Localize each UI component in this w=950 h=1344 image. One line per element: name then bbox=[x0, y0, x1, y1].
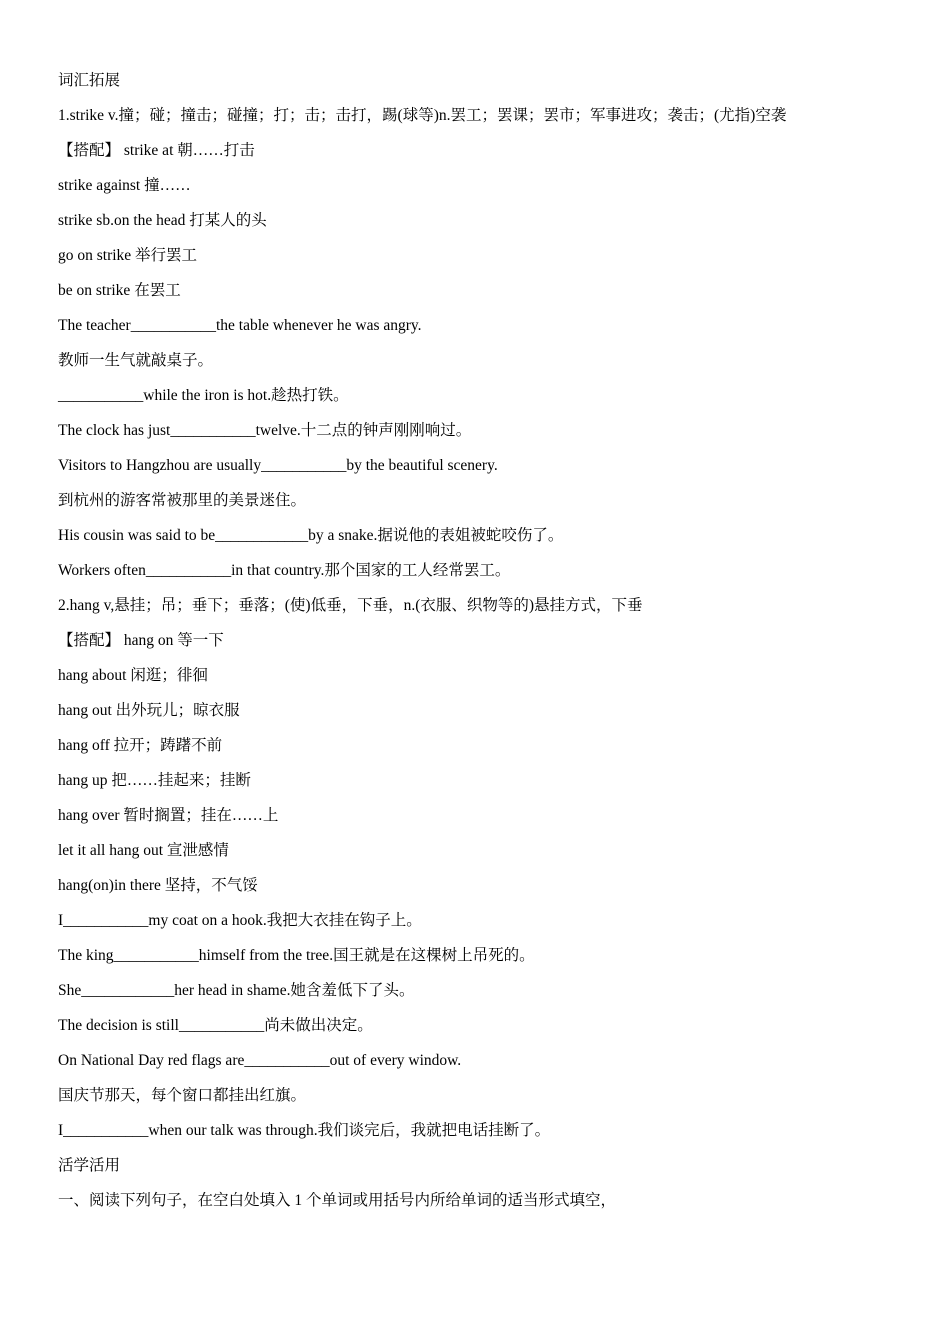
collocation-go-on-strike: go on strike 举行罢工 bbox=[58, 247, 198, 264]
exercise-sentence: The teacher___________the table whenever he was angry. bbox=[58, 317, 422, 334]
exercise-translation: 到杭州的游客常被那里的美景迷住。 bbox=[58, 492, 307, 509]
exercise-sentence: Workers often___________in that country.那个国家的工人经常罢工。 bbox=[58, 562, 511, 579]
collocation-strike-head: strike sb.on the head 打某人的头 bbox=[58, 212, 267, 229]
collocation-hang-on: 【搭配】 hang on 等一下 bbox=[58, 632, 224, 649]
collocation-strike-against: strike against 撞…… bbox=[58, 177, 191, 194]
collocation-hang-about: hang about 闲逛；徘徊 bbox=[58, 667, 208, 684]
exercise-sentence: The king___________himself from the tree.国王就是在这棵树上吊死的。 bbox=[58, 947, 535, 964]
collocation-hang-up: hang up 把……挂起来；挂断 bbox=[58, 772, 251, 789]
exercise-sentence: She____________her head in shame.她含羞低下了头。 bbox=[58, 982, 415, 999]
practice-instruction: 一、阅读下列句子，在空白处填入 1 个单词或用括号内所给单词的适当形式填空， bbox=[58, 1192, 617, 1209]
section-heading-vocabulary: 词汇拓展 bbox=[58, 72, 121, 89]
exercise-sentence: The clock has just___________twelve.十二点的钟声刚刚响过。 bbox=[58, 422, 472, 439]
collocation-strike-at: 【搭配】 strike at 朝……打击 bbox=[58, 142, 255, 159]
collocation-be-on-strike: be on strike 在罢工 bbox=[58, 282, 181, 299]
exercise-translation: 国庆节那天，每个窗口都挂出红旗。 bbox=[58, 1087, 307, 1104]
collocation-hang-off: hang off 拉开；踌躇不前 bbox=[58, 737, 223, 754]
entry-hang-definition: 2.hang v,悬挂；吊；垂下；垂落；(使)低垂，下垂，n.(衣服、织物等的)悬挂方式，下垂 bbox=[58, 597, 643, 614]
collocation-let-it-all-hang-out: let it all hang out 宣泄感情 bbox=[58, 842, 229, 859]
collocation-hang-over: hang over 暂时搁置；挂在……上 bbox=[58, 807, 279, 824]
section-heading-practice: 活学活用 bbox=[58, 1157, 121, 1174]
exercise-sentence: I___________my coat on a hook.我把大衣挂在钩子上。 bbox=[58, 912, 422, 929]
document-page bbox=[58, 66, 918, 1219]
exercise-sentence: His cousin was said to be____________by a snake.据说他的表姐被蛇咬伤了。 bbox=[58, 527, 564, 544]
entry-strike-definition: 1.strike v.撞；碰；撞击；碰撞；打；击；击打，踢(球等)n.罢工；罢课；罢市；军事进攻；袭击；(尤指)空袭 bbox=[58, 107, 787, 124]
exercise-translation: 教师一生气就敲桌子。 bbox=[58, 352, 214, 369]
collocation-hang-out: hang out 出外玩儿；晾衣服 bbox=[58, 702, 240, 719]
exercise-sentence: I___________when our talk was through.我们谈完后，我就把电话挂断了。 bbox=[58, 1122, 551, 1139]
collocation-hang-in-there: hang(on)in there 坚持，不气馁 bbox=[58, 877, 258, 894]
exercise-sentence: On National Day red flags are___________out of every window. bbox=[58, 1052, 462, 1069]
exercise-sentence: Visitors to Hangzhou are usually___________by the beautiful scenery. bbox=[58, 457, 498, 474]
exercise-sentence: The decision is still___________尚未做出决定。 bbox=[58, 1017, 373, 1034]
exercise-sentence: ___________while the iron is hot.趁热打铁。 bbox=[58, 387, 349, 404]
